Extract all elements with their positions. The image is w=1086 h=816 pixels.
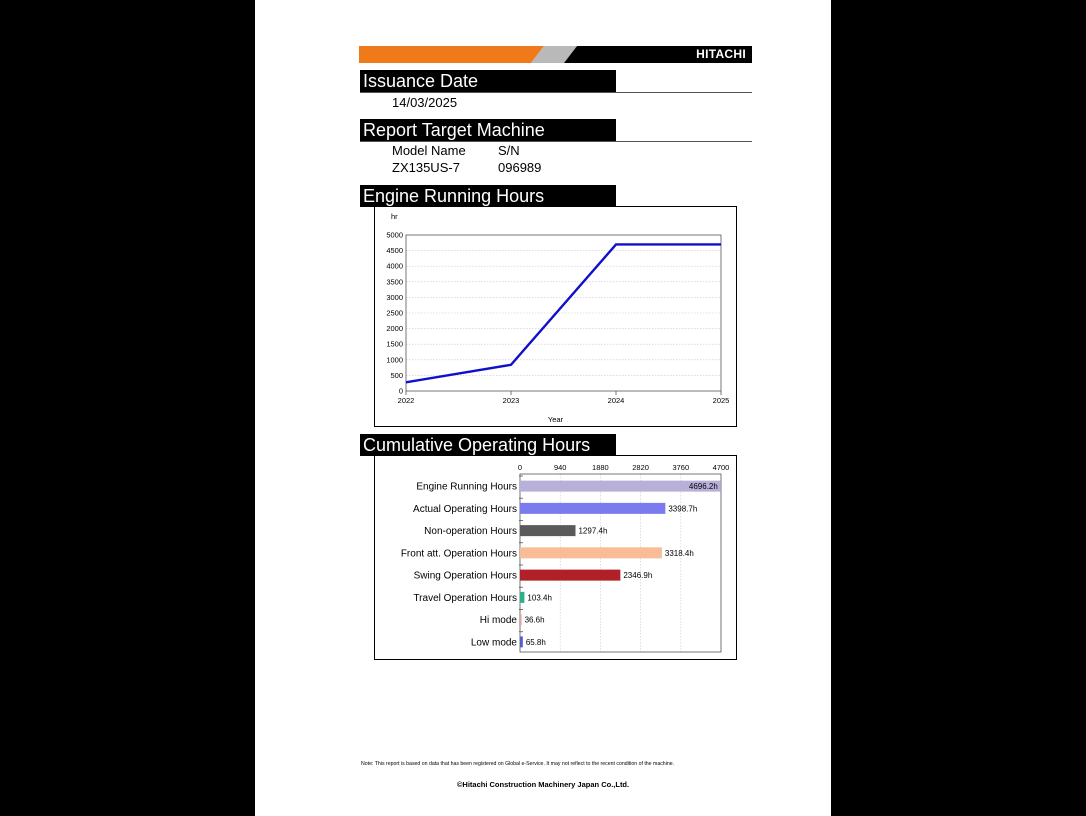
- y-tick-label: 2000: [386, 324, 403, 334]
- cumulative-operating-hours-title: Cumulative Operating Hours: [360, 434, 616, 456]
- bar-value-label: 2346.9h: [623, 571, 653, 581]
- serial-number-label: S/N: [498, 143, 520, 158]
- copyright-text: ©Hitachi Construction Machinery Japan Co.,Ltd.: [456, 780, 630, 789]
- engine-running-hours-header: [360, 185, 752, 207]
- bar-value-label: 4696.2h: [688, 482, 718, 492]
- x-tick-label: 4700: [712, 463, 730, 472]
- bar: [520, 547, 662, 558]
- report-target-machine-header: [360, 119, 752, 142]
- x-tick-label: 2023: [502, 396, 520, 405]
- bar-value-label: 103.4h: [527, 593, 552, 603]
- category-label: Front att. Operation Hours: [400, 548, 517, 560]
- issuance-date-header: [360, 70, 752, 93]
- x-tick-label: 2820: [632, 463, 649, 472]
- cumulative-hours-bar-chart: [375, 456, 736, 659]
- model-name-value: ZX135US-7: [392, 160, 460, 175]
- y-tick-label: 3000: [386, 292, 403, 302]
- bar: [520, 614, 522, 625]
- serial-number-value: 096989: [498, 160, 542, 175]
- y-axis-unit-label: hr: [391, 212, 398, 221]
- cumulative-hours-chart-frame: [374, 455, 737, 660]
- category-label: Swing Operation Hours: [413, 570, 517, 582]
- category-label: Actual Operating Hours: [413, 503, 517, 515]
- plot-area-border: [520, 474, 721, 652]
- bar-value-label: 65.8h: [525, 637, 546, 647]
- y-tick-label: 0: [398, 386, 403, 396]
- bar: [520, 525, 575, 536]
- issuance-date-value: 14/03/2025: [392, 95, 458, 110]
- x-tick-label: 2025: [712, 396, 730, 405]
- y-tick-label: 4500: [386, 246, 403, 256]
- x-tick-label: 2024: [607, 396, 625, 405]
- disclaimer-note: Note: This report is based on data that has been registered on Global e-Service. It may not reflect to the recent condition of the machine.: [361, 761, 675, 767]
- bar-value-label: 3398.7h: [668, 504, 698, 514]
- bar: [520, 592, 524, 603]
- brand-logo-text: HITACHI: [696, 47, 746, 61]
- y-tick-label: 3500: [386, 277, 403, 287]
- y-tick-label: 5000: [386, 230, 403, 240]
- engine-hours-series-line: [406, 244, 721, 382]
- bar: [520, 503, 665, 514]
- y-tick-label: 1000: [386, 355, 403, 365]
- category-label: Low mode: [470, 637, 517, 649]
- x-tick-label: 1880: [592, 463, 609, 472]
- engine-running-hours-title: Engine Running Hours: [360, 185, 616, 207]
- model-name-label: Model Name: [392, 143, 466, 158]
- y-tick-label: 1500: [386, 339, 403, 349]
- bar: [520, 570, 620, 581]
- x-tick-label: 940: [553, 463, 567, 472]
- bar: [520, 636, 523, 647]
- category-label: Travel Operation Hours: [413, 592, 517, 604]
- engine-hours-chart-frame: [374, 206, 737, 427]
- x-axis-label: Year: [547, 415, 564, 424]
- x-tick-label: 2022: [397, 396, 415, 405]
- brand-header-bar: [359, 46, 752, 63]
- brand-stripe-graphic: [359, 46, 752, 63]
- category-label: Engine Running Hours: [416, 481, 517, 493]
- x-tick-label: 0: [517, 463, 523, 472]
- x-tick-label: 3760: [672, 463, 690, 472]
- bar-value-label: 36.6h: [524, 615, 545, 625]
- y-tick-label: 2500: [386, 308, 403, 318]
- report-page: [255, 0, 831, 816]
- category-label: Non-operation Hours: [424, 526, 517, 538]
- issuance-date-title: Issuance Date: [360, 70, 616, 92]
- y-tick-label: 500: [390, 370, 403, 380]
- engine-hours-line-chart: [375, 207, 736, 426]
- cumulative-operating-hours-header: [360, 434, 752, 456]
- report-target-machine-title: Report Target Machine: [360, 119, 616, 141]
- bar-value-label: 1297.4h: [578, 526, 608, 536]
- bar-value-label: 3318.4h: [664, 548, 694, 558]
- y-tick-label: 4000: [386, 261, 403, 271]
- category-label: Hi mode: [479, 615, 517, 627]
